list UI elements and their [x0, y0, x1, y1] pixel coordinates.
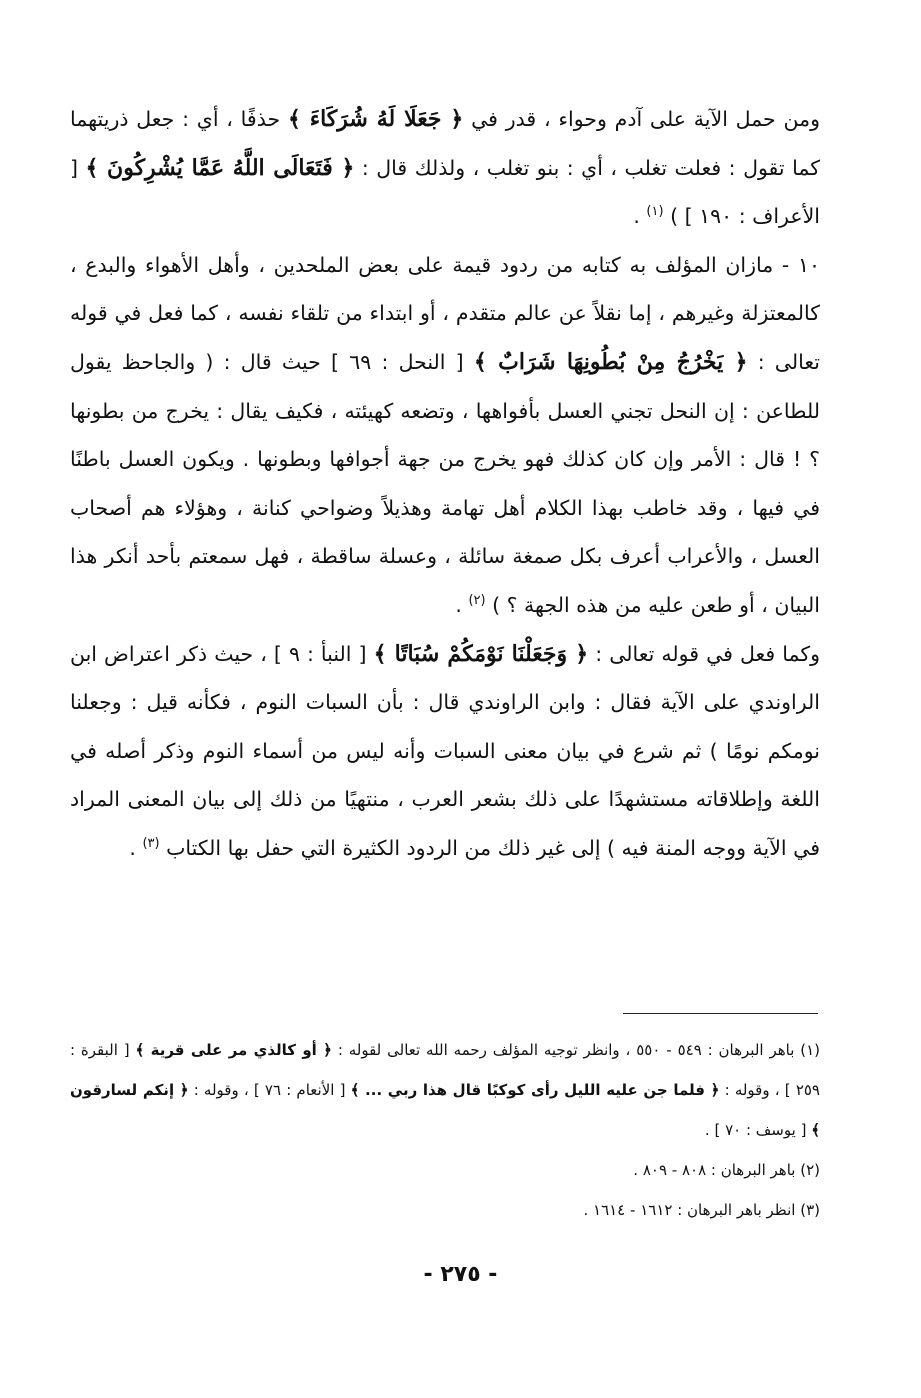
- footnote-marker: (٣): [142, 836, 160, 852]
- paragraph-3: [70, 630, 820, 873]
- quran-verse: ﴿ جَعَلَا لَهُ شُرَكَاءَ ﴾: [287, 106, 464, 132]
- text-span: .: [129, 835, 136, 860]
- paragraph-2: [70, 241, 820, 630]
- quran-verse: ﴿ يَخْرُجُ مِنْ بُطُونِهَا شَرَابٌ ﴾: [473, 348, 748, 375]
- footnote-text: [ الأنعام : ٧٦ ] ، وقوله :: [193, 1081, 346, 1099]
- quran-verse: ﴿ وَجَعَلْنَا نَوْمَكُمْ سُبَاتًا ﴾: [373, 640, 589, 667]
- footnote-verse: ﴿ فلما جن عليه الليل رأى كوكبًا قال هذا ربي ... ﴾: [350, 1081, 720, 1099]
- footnote-divider: [623, 1013, 818, 1014]
- footnote-2: (٢) باهر البرهان : ٨٠٨ - ٨٠٩ .: [633, 1161, 820, 1179]
- text-span: [ النبأ : ٩ ] ، حيث ذكر اعتراض ابن الراوندي على الآية فقال : وابن الراوندي قال : بأن السبات النوم ، فكأنه قيل : وجعلنا نومكم نومًا ) ثم شرع في بيان معنى السبات وأنه ليس من أسماء النوم وذكر أصله في اللغة وإطلاقاته مستشهدًا على ذلك بشعر العرب ، منتهيًا من ذلك إلى بيان المعنى المراد في الآية ووجه المنة فيه ) إلى غير ذلك من الردود الكثيرة التي حفل بها الكتاب: [70, 641, 820, 860]
- text-span: وكما فعل في قوله تعالى :: [595, 641, 820, 666]
- footnote-verse: ﴿ إنكم لسارقون ﴾: [70, 1081, 820, 1139]
- page-number: - ٢٧٥ -: [423, 1262, 498, 1287]
- footnote-3: (٣) انظر باهر البرهان : ١٦١٢ - ١٦١٤ .: [583, 1201, 820, 1219]
- text-span: ومن حمل الآية على آدم وحواء ، قدر في: [471, 107, 820, 131]
- footnote-text: (١) باهر البرهان : ٥٤٩ - ٥٥٠ ، وانظر توجيه المؤلف رحمه الله تعالى لقوله :: [337, 1041, 821, 1059]
- text-span: .: [455, 592, 462, 617]
- text-span: [ النحل : ٦٩ ] حيث قال : ( والجاحظ يقول للطاعن : إن النحل تجني العسل بأفواهها ، وتضعه كهيئته ، فكيف يقال : يخرج من بطونها ؟ ! قال : الأمر وإن كان كذلك فهو يخرج من جهة أجوافها وبطونها . ويكون العسل باطنًا في فيها ، وقد خاطب بهذا الكلام أهل تهامة وهذيلاً وضواحي كنانة ، وهؤلاء هم أصحاب العسل ، والأعراب أعرف بكل صمغة سائلة ، وعسلة ساقطة ، فهل سمعتم بأحد أنكر هذا البيان ، أو طعن عليه من هذه الجهة ؟ ): [70, 349, 820, 617]
- footnotes: [70, 1030, 820, 1230]
- footnote-1: [70, 1030, 820, 1150]
- paragraph-1: [70, 95, 820, 241]
- text-span: .: [633, 204, 640, 229]
- text-span: حذفًا ، أي : جعل ذريتهما كما تقول : فعلت تغلب ، أي : بنو تغلب ، ولذلك قال :: [70, 107, 820, 180]
- footnote-text: [ يوسف : ٧٠ ] .: [704, 1121, 807, 1139]
- footnote-text: [ البقرة : ٢٥٩ ] ، وقوله :: [70, 1041, 820, 1099]
- main-text: [70, 95, 820, 873]
- quran-verse: ﴿ فَتَعَالَى اللَّهُ عَمَّا يُشْرِكُونَ ﴾: [85, 154, 355, 181]
- footnote-marker: (٢): [468, 593, 486, 609]
- text-span: [ الأعراف : ١٩٠ ] ): [70, 155, 820, 229]
- footnote-verse: ﴿ أو كالذي مر على قرية ﴾: [135, 1041, 332, 1059]
- footnote-marker: (١): [646, 204, 664, 220]
- text-span: ١٠ - مازان المؤلف به كتابه من ردود قيمة على بعض الملحدين ، وأهل الأهواء والبدع ، كالمعتزلة وغيرهم ، إما نقلاً عن عالم متقدم ، أو ابتداء من تلقاء نفسه ، كما فعل في قوله تعالى :: [70, 252, 820, 374]
